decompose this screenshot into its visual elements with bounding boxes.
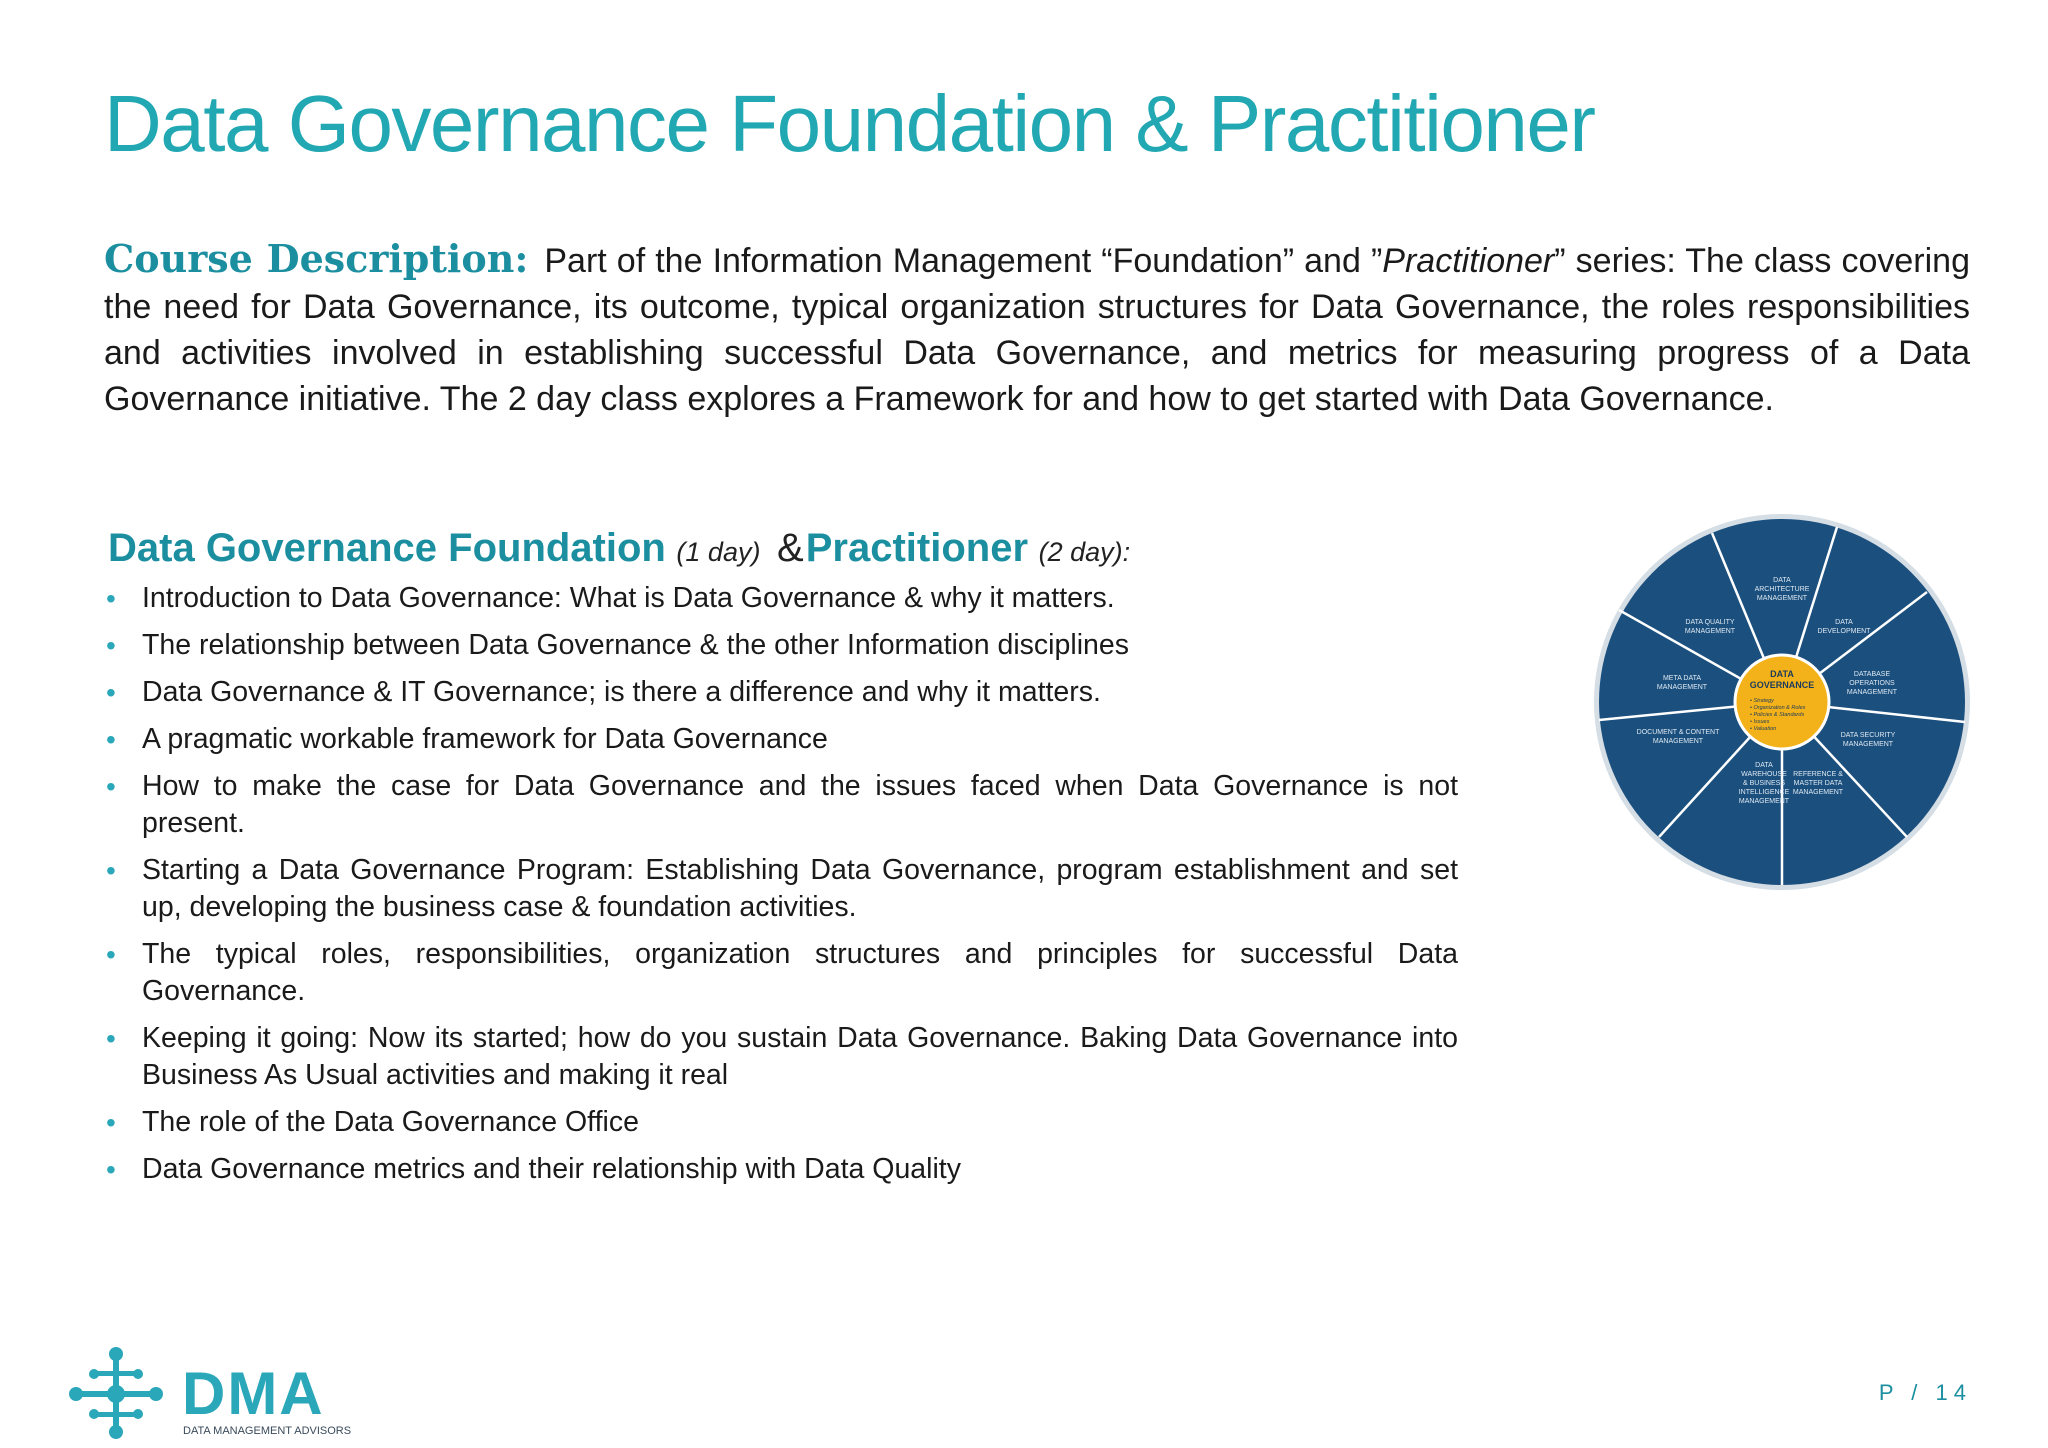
svg-text:ARCHITECTURE: ARCHITECTURE bbox=[1754, 586, 1810, 593]
svg-text:MANAGEMENT: MANAGEMENT bbox=[1684, 628, 1736, 635]
svg-text:MANAGEMENT: MANAGEMENT bbox=[1738, 798, 1790, 805]
svg-text:DATA QUALITY: DATA QUALITY bbox=[1685, 619, 1735, 626]
course-description bbox=[104, 236, 1970, 422]
svg-text:REFERENCE &: REFERENCE & bbox=[1793, 771, 1843, 778]
svg-text:DATA: DATA bbox=[1835, 619, 1853, 626]
bullet-icon: • bbox=[106, 855, 116, 886]
bullet-icon: • bbox=[106, 1154, 116, 1185]
list-item: • A pragmatic workable framework for Data Governance bbox=[106, 721, 1458, 758]
practitioner-duration: (2 day): bbox=[1038, 537, 1131, 567]
svg-text:• Issues: • Issues bbox=[1750, 719, 1770, 725]
svg-text:MANAGEMENT: MANAGEMENT bbox=[1792, 789, 1844, 796]
list-item: • Data Governance metrics and their relationship with Data Quality bbox=[106, 1151, 1458, 1188]
bullet-icon: • bbox=[106, 771, 116, 802]
ampersand: & bbox=[777, 526, 804, 570]
list-item: • Data Governance & IT Governance; is there a difference and why it matters. bbox=[106, 674, 1458, 711]
svg-text:MANAGEMENT: MANAGEMENT bbox=[1652, 738, 1704, 745]
svg-text:DATA SECURITY: DATA SECURITY bbox=[1840, 732, 1896, 739]
svg-text:DATA: DATA bbox=[1773, 577, 1791, 584]
svg-text:DEVELOPMENT: DEVELOPMENT bbox=[1817, 628, 1871, 635]
bullet-icon: • bbox=[106, 1023, 116, 1054]
course-description-italic: Practitioner bbox=[1382, 242, 1555, 280]
svg-text:MANAGEMENT: MANAGEMENT bbox=[1842, 741, 1894, 748]
page-title: Data Governance Foundation & Practitioner bbox=[104, 79, 1595, 168]
list-item: • How to make the case for Data Governance and the issues faced when Data Governance is not present. bbox=[106, 770, 1458, 839]
bullet-icon: • bbox=[106, 677, 116, 708]
logo-molecule-icon bbox=[69, 1347, 163, 1439]
bullet-icon: • bbox=[106, 939, 116, 970]
page-number: P / 14 bbox=[1878, 1380, 1972, 1405]
course-subheading bbox=[108, 524, 1508, 576]
topic-list bbox=[106, 580, 1458, 1198]
svg-text:MANAGEMENT: MANAGEMENT bbox=[1656, 684, 1708, 691]
foundation-heading: Data Governance Foundation bbox=[108, 526, 666, 570]
course-description-text: Part of the Information Management “Foundation” and ” bbox=[544, 242, 1383, 280]
list-item: • Introduction to Data Governance: What is Data Governance & why it matters. bbox=[106, 580, 1458, 617]
svg-text:• Policies & Standards: • Policies & Standards bbox=[1750, 712, 1805, 718]
svg-text:• Strategy: • Strategy bbox=[1750, 698, 1774, 704]
center-title-1: DATA bbox=[1770, 669, 1794, 679]
svg-text:OPERATIONS: OPERATIONS bbox=[1849, 680, 1895, 687]
logo-name: DMA bbox=[182, 1360, 325, 1427]
svg-text:WAREHOUSE: WAREHOUSE bbox=[1741, 771, 1787, 778]
data-governance-wheel bbox=[1592, 512, 1972, 892]
bullet-icon: • bbox=[106, 583, 116, 614]
segment-reference-master-data bbox=[1793, 771, 1844, 796]
practitioner-heading: Practitioner bbox=[805, 526, 1029, 570]
foundation-duration: (1 day) bbox=[676, 537, 761, 567]
svg-text:DOCUMENT & CONTENT: DOCUMENT & CONTENT bbox=[1636, 729, 1720, 736]
logo-tagline: DATA MANAGEMENT ADVISORS bbox=[183, 1425, 352, 1437]
center-title-2: GOVERNANCE bbox=[1749, 680, 1815, 690]
course-description-text-2: ” series: The class covering the need for Data Governance, its outcome, typical organization structures for Data Governance, the roles responsibilities and activities involved in establishing successful Data Governance, and metrics for measuring progress of a Data Governance initiative. The 2 day class explores a Framework for and how to get started with Data Governance. bbox=[104, 242, 1970, 418]
course-description-label: Course Description: bbox=[104, 236, 529, 281]
bullet-icon: • bbox=[106, 630, 116, 661]
list-item: • Keeping it going: Now its started; how do you sustain Data Governance. Baking Data Governance into Business As Usual activities and making it real bbox=[106, 1022, 1458, 1091]
svg-text:MANAGEMENT: MANAGEMENT bbox=[1846, 689, 1898, 696]
list-item: • Starting a Data Governance Program: Establishing Data Governance, program establishment and set up, developing the business case & foundation activities. bbox=[106, 854, 1458, 923]
svg-text:• Valuation: • Valuation bbox=[1750, 726, 1777, 732]
svg-text:INTELLIGENCE: INTELLIGENCE bbox=[1738, 789, 1790, 796]
list-item: • The typical roles, responsibilities, organization structures and principles for successful Data Governance. bbox=[106, 938, 1458, 1007]
svg-text:MANAGEMENT: MANAGEMENT bbox=[1756, 595, 1808, 602]
bullet-icon: • bbox=[106, 724, 116, 755]
svg-text:• Organization & Roles: • Organization & Roles bbox=[1750, 705, 1806, 711]
svg-text:DATA: DATA bbox=[1755, 762, 1773, 769]
svg-text:& BUSINESS: & BUSINESS bbox=[1742, 780, 1786, 787]
bullet-icon: • bbox=[106, 1107, 116, 1138]
list-item: • The role of the Data Governance Office bbox=[106, 1104, 1458, 1141]
svg-text:DATABASE: DATABASE bbox=[1853, 671, 1891, 678]
dma-logo bbox=[64, 1338, 364, 1448]
svg-text:MASTER DATA: MASTER DATA bbox=[1793, 780, 1843, 787]
list-item: • The relationship between Data Governance & the other Information disciplines bbox=[106, 627, 1458, 664]
svg-text:META DATA: META DATA bbox=[1662, 675, 1702, 682]
